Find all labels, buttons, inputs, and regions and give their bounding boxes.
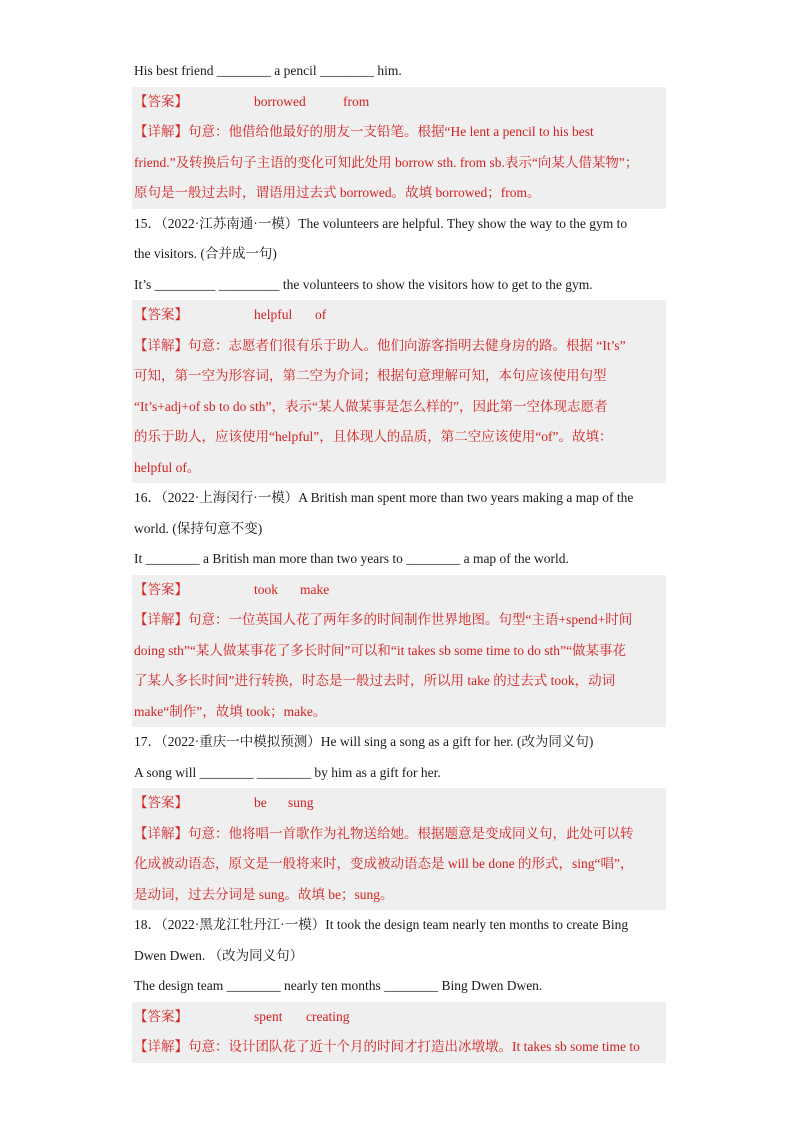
detail-line: make“制作”，故填 took；make。 [134,703,327,719]
detail-text: 句意：他将唱一首歌作为礼物送给她。根据题意是变成同义句，此处可以转 [188,825,634,841]
detail-17 [134,819,666,911]
detail-line: 的乐于助人，应该使用“helpful”，且体现人的品质，第二空应该使用“of”。故填： [134,429,613,444]
question-17-line: A song will ________ ________ by him as a gift for her. [134,764,441,780]
question-18-line: The design team ________ nearly ten months ________ Bing Dwen Dwen. [134,978,543,993]
detail-line [134,331,666,362]
answer-line-17 [134,788,666,819]
answer-2: of [315,307,327,322]
answer-2: sung [288,795,314,810]
detail-line: doing sth”“某人做某事花了多长时间”可以和“it takes sb some time to do sth”“做某事花 [134,642,626,658]
detail-line: helpful of。 [134,459,201,475]
question-16-line: 16．（2022·上海闵行·一模）A British man spent more than two years making a map of the [134,490,634,505]
detail-line: “It’s+adj+of sb to do sth”，表示“某人做某事是怎么样的”，因此第一空体现志愿者 [134,398,608,414]
question-18-line: Dwen Dwen. （改为同义句） [134,947,304,963]
detail-line [134,117,666,148]
detail-text: 句意：设计团队花了近十个月的时间才打造出冰墩墩。It takes sb some time to [188,1039,640,1054]
question-16-line: It ________ a British man more than two years to ________ a map of the world. [134,551,569,566]
detail-tag: 【详解】 [134,124,188,139]
detail-line: 了某人多长时间”进行转换，时态是一般过去时，所以用 take 的过去式 took，动词 [134,673,616,688]
answer-1: took [254,581,279,597]
detail-text: 句意：他借给他最好的朋友一支铅笔。根据“He lent a pencil to his best [188,124,594,139]
answer-1: be [254,795,267,810]
question-15-line: 15．（2022·江苏南通·一模）The volunteers are helpful. They show the way to the gym to [134,215,628,231]
detail-text: 句意：一位英国人花了两年多的时间制作世界地图。句型“主语+spend+时间 [188,612,633,627]
answer-1: borrowed [254,93,306,109]
answer-block-18 [132,1002,666,1063]
answer-1: spent [254,1008,283,1024]
answer-2: make [300,581,330,597]
detail-tag: 【详解】 [134,1039,188,1054]
question-16-line: world. (保持句意不变) [134,520,263,536]
detail-line: 原句是一般过去时，谓语用过去式 borrowed。故填 borrowed；from。 [134,185,541,200]
question-17-line: 17．（2022·重庆一中模拟预测）He will sing a song as a gift for her. (改为同义句) [134,734,594,749]
answer-tag: 【答案】 [134,795,188,810]
answer-2: from [343,93,370,109]
detail-line [134,819,666,850]
detail-text: 句意：志愿者们很有乐于助人。他们向游客指明去健身房的路。根据 “It’s” [188,337,626,353]
answer-tag: 【答案】 [134,1008,188,1024]
answer-line-14 [134,87,666,118]
detail-15 [134,331,666,484]
detail-line [134,605,666,636]
detail-line: 化成被动语态，原文是一般将来时，变成被动语态是 will be done 的形式，sing“唱”， [134,856,634,871]
detail-tag: 【详解】 [134,825,188,841]
detail-line: friend.”及转换后句子主语的变化可知此处用 borrow sth. from sb.表示“向某人借某物”； [134,154,639,170]
detail-line: 是动词，过去分词是 sung。故填 be；sung。 [134,886,394,902]
answer-tag: 【答案】 [134,581,188,597]
question-14-sentence: His best friend ________ a pencil ________ him. [134,63,402,78]
answer-block-16 [132,575,666,728]
answer-line-16 [134,575,666,606]
detail-18 [134,1032,666,1063]
answer-2: creating [306,1008,350,1024]
question-15-line: the visitors. (合并成一句) [134,246,277,261]
answer-tag: 【答案】 [134,307,188,322]
answer-block-15 [132,300,666,483]
detail-line [134,1032,666,1063]
answer-block-14 [132,87,666,209]
detail-tag: 【详解】 [134,612,188,627]
question-18-line: 18．（2022·黑龙江牡丹江·一模）It took the design team nearly ten months to create Bing [134,917,629,932]
answer-1: helpful [254,307,293,322]
question-15-line: It’s _________ _________ the volunteers to show the visitors how to get to the gym. [134,276,593,292]
answer-line-15 [134,300,666,331]
answer-block-17 [132,788,666,910]
detail-tag: 【详解】 [134,337,188,353]
detail-14 [134,117,666,209]
document-page [134,56,666,1063]
answer-line-18 [134,1002,666,1033]
answer-tag: 【答案】 [134,93,188,109]
detail-16 [134,605,666,727]
detail-line: 可知，第一空为形容词，第二空为介词；根据句意理解可知，本句应该使用句型 [134,368,607,383]
